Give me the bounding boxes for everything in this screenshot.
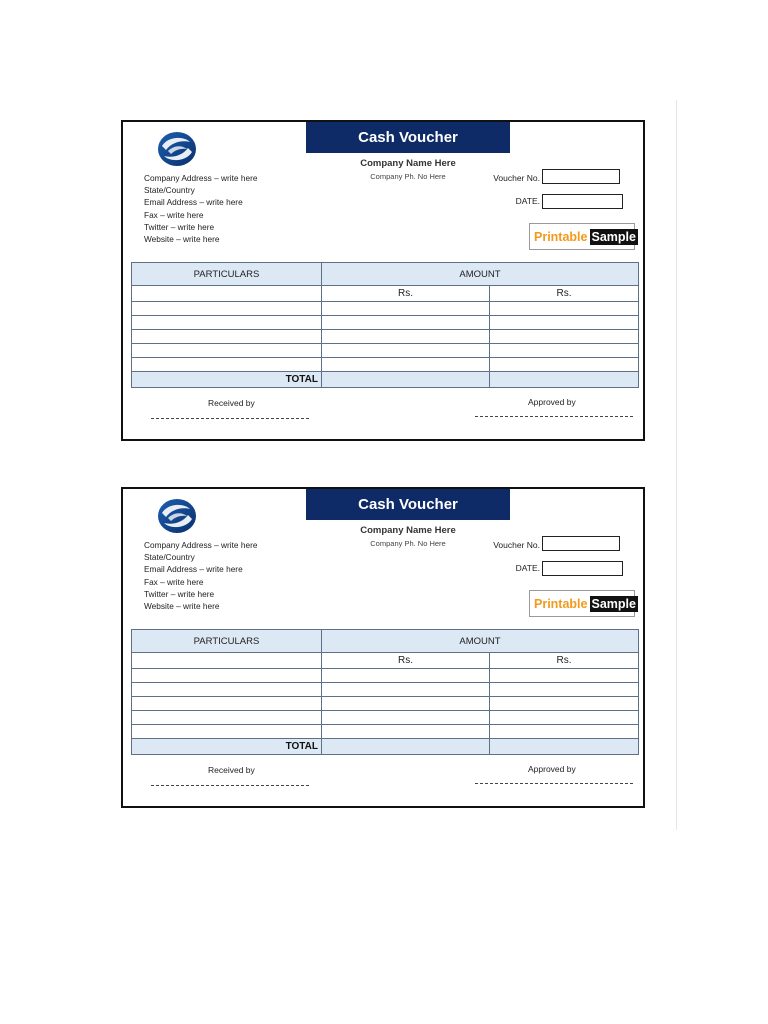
table-row — [132, 697, 639, 711]
cash-voucher-form — [121, 120, 645, 441]
table-row — [132, 344, 639, 358]
total-amount-cell[interactable] — [490, 372, 639, 388]
amount-cell[interactable] — [490, 358, 639, 372]
table-row — [132, 683, 639, 697]
particulars-cell[interactable] — [132, 358, 322, 372]
table-row — [132, 330, 639, 344]
brand-sample-text: Sample — [591, 596, 636, 611]
table-row — [132, 302, 639, 316]
approved-by-label: Approved by — [528, 397, 576, 407]
particulars-cell[interactable] — [132, 683, 322, 697]
address-line: Fax – write here — [144, 576, 204, 587]
company-address-block — [144, 172, 257, 245]
date-label: DATE. — [515, 196, 540, 206]
rs-subheader: Rs. — [322, 653, 490, 669]
amount-cell[interactable] — [322, 683, 490, 697]
company-name: Company Name Here — [360, 525, 456, 536]
brand-printable-text: Printable — [534, 596, 588, 611]
voucher-title: Cash Voucher — [306, 122, 510, 153]
particulars-table — [131, 262, 639, 388]
company-logo-icon — [156, 130, 198, 168]
date-label: DATE. — [515, 563, 540, 573]
amount-cell[interactable] — [490, 725, 639, 739]
amount-cell[interactable] — [322, 725, 490, 739]
table-row — [132, 669, 639, 683]
address-line: Company Address – write here — [144, 173, 258, 183]
address-line: Fax – write here — [144, 209, 204, 220]
address-line: Twitter – write here — [144, 221, 215, 232]
amount-cell[interactable] — [322, 344, 490, 358]
printable-sample-logo — [529, 590, 635, 617]
company-address-block — [144, 539, 257, 612]
particulars-cell[interactable] — [132, 653, 322, 669]
amount-cell[interactable] — [490, 330, 639, 344]
particulars-cell[interactable] — [132, 316, 322, 330]
particulars-cell[interactable] — [132, 330, 322, 344]
table-row — [132, 316, 639, 330]
particulars-header: PARTICULARS — [132, 630, 322, 653]
table-row — [132, 725, 639, 739]
amount-cell[interactable] — [490, 316, 639, 330]
company-phone: Company Ph. No Here — [370, 539, 446, 548]
rs-subheader: Rs. — [322, 286, 490, 302]
table-row — [132, 711, 639, 725]
total-label: TOTAL — [132, 739, 322, 755]
amount-cell[interactable] — [322, 316, 490, 330]
voucher-no-label: Voucher No. — [493, 173, 540, 183]
amount-cell[interactable] — [490, 683, 639, 697]
amount-cell[interactable] — [490, 697, 639, 711]
voucher-title: Cash Voucher — [306, 489, 510, 520]
cash-voucher-form — [121, 487, 645, 808]
amount-header: AMOUNT — [322, 263, 639, 286]
particulars-header: PARTICULARS — [132, 263, 322, 286]
date-field[interactable] — [542, 561, 623, 576]
rs-subheader: Rs. — [490, 653, 639, 669]
amount-cell[interactable] — [490, 669, 639, 683]
voucher-no-field[interactable] — [542, 169, 620, 184]
company-logo-icon — [156, 497, 198, 535]
address-line: Email Address – write here — [144, 564, 243, 575]
received-signature-line[interactable] — [151, 785, 309, 786]
amount-header: AMOUNT — [322, 630, 639, 653]
total-row — [132, 372, 639, 388]
voucher-no-field[interactable] — [542, 536, 620, 551]
voucher-no-label: Voucher No. — [493, 540, 540, 550]
amount-cell[interactable] — [322, 358, 490, 372]
printable-sample-logo — [529, 223, 635, 250]
total-amount-cell[interactable] — [490, 739, 639, 755]
company-name: Company Name Here — [360, 158, 456, 169]
brand-printable-text: Printable — [534, 229, 588, 244]
total-amount-cell[interactable] — [322, 372, 490, 388]
company-phone: Company Ph. No Here — [370, 172, 446, 181]
amount-cell[interactable] — [322, 302, 490, 316]
total-row — [132, 739, 639, 755]
amount-cell[interactable] — [322, 669, 490, 683]
amount-cell[interactable] — [322, 711, 490, 725]
particulars-cell[interactable] — [132, 344, 322, 358]
particulars-cell[interactable] — [132, 697, 322, 711]
amount-cell[interactable] — [322, 330, 490, 344]
page-edge — [676, 100, 677, 830]
address-line: Company Address – write here — [144, 540, 258, 550]
amount-cell[interactable] — [490, 711, 639, 725]
total-label: TOTAL — [132, 372, 322, 388]
total-amount-cell[interactable] — [322, 739, 490, 755]
received-by-label: Received by — [208, 398, 255, 408]
address-line: Website – write here — [144, 234, 220, 245]
amount-cell[interactable] — [322, 697, 490, 711]
address-line: Email Address – write here — [144, 197, 243, 208]
approved-signature-line[interactable] — [475, 416, 633, 417]
particulars-cell[interactable] — [132, 669, 322, 683]
received-signature-line[interactable] — [151, 418, 309, 419]
rs-subheader: Rs. — [490, 286, 639, 302]
particulars-cell[interactable] — [132, 711, 322, 725]
approved-signature-line[interactable] — [475, 783, 633, 784]
address-line: Twitter – write here — [144, 588, 215, 599]
table-row — [132, 358, 639, 372]
amount-cell[interactable] — [490, 302, 639, 316]
particulars-cell[interactable] — [132, 286, 322, 302]
address-line: Website – write here — [144, 601, 220, 612]
particulars-table — [131, 629, 639, 755]
address-line: State/Country — [144, 552, 195, 563]
date-field[interactable] — [542, 194, 623, 209]
brand-sample-text: Sample — [591, 229, 636, 244]
address-line: State/Country — [144, 185, 195, 196]
particulars-cell[interactable] — [132, 725, 322, 739]
approved-by-label: Approved by — [528, 764, 576, 774]
received-by-label: Received by — [208, 765, 255, 775]
particulars-cell[interactable] — [132, 302, 322, 316]
amount-cell[interactable] — [490, 344, 639, 358]
